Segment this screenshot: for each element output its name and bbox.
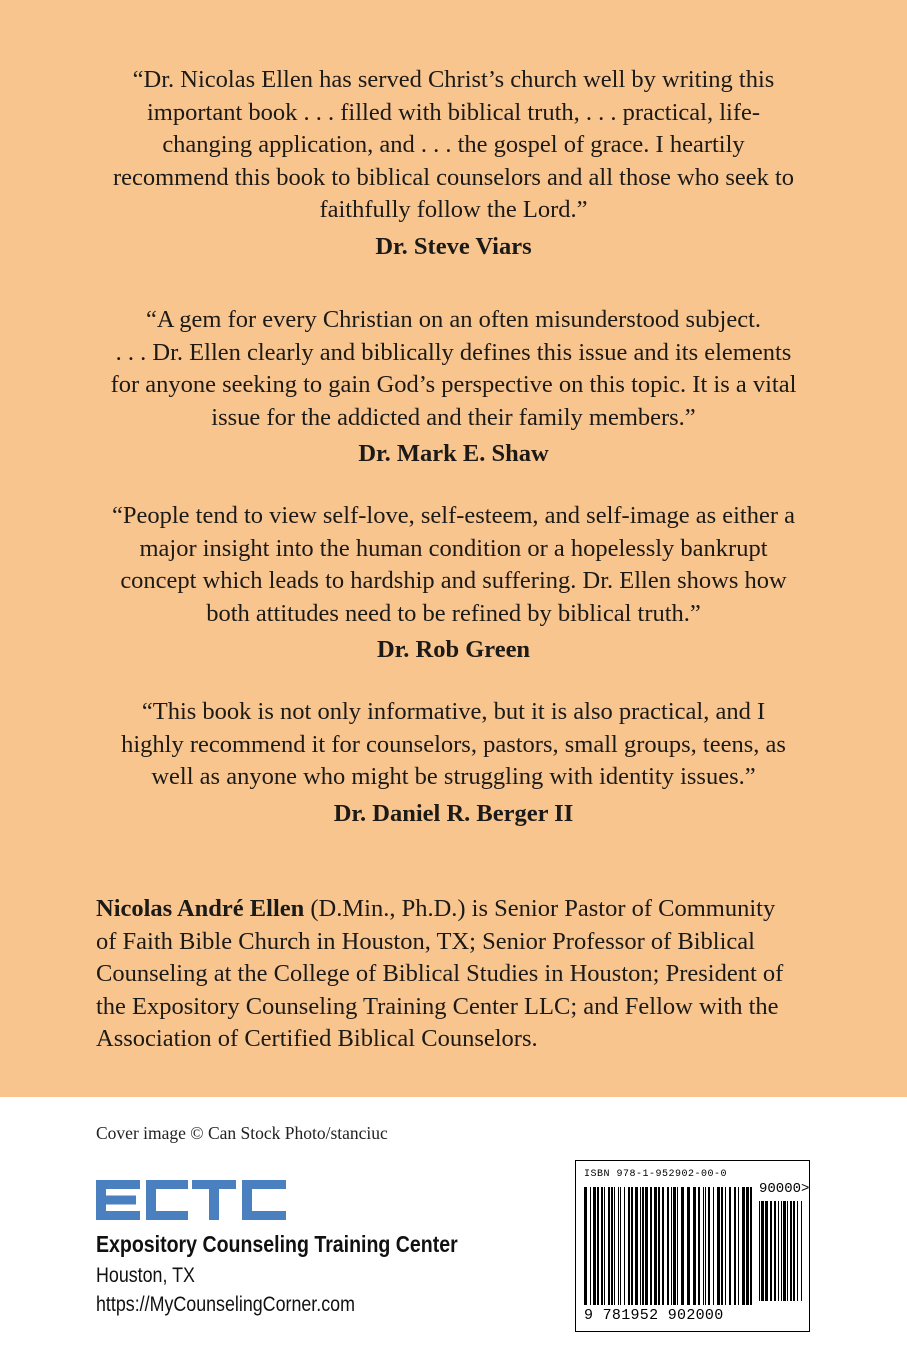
endorsement-line: highly recommend it for counselors, pastors, small groups, teens, as <box>121 730 786 758</box>
barcode-bar <box>801 1201 802 1301</box>
barcode-bar <box>765 1201 768 1301</box>
endorsement-line: . . . Dr. Ellen clearly and biblically defines this issue and its elements <box>115 338 792 366</box>
barcode-bar <box>628 1187 630 1305</box>
endorsement-line: “A gem for every Christian on an often misunderstood subject. <box>145 306 762 333</box>
barcode-bar <box>618 1187 619 1305</box>
barcode-bar <box>750 1187 752 1305</box>
barcode-bar <box>742 1187 745 1305</box>
barcode-bar <box>797 1201 798 1301</box>
barcode-bar <box>717 1187 720 1305</box>
barcode-bar <box>614 1187 615 1305</box>
barcode-bar <box>687 1187 690 1305</box>
bio-line: the Expository Counseling Training Center LLC; and Fellow with the <box>96 992 779 1020</box>
isbn-barcode <box>575 1160 810 1332</box>
bio-line: Counseling at the College of Biblical Studies in Houston; President of <box>96 960 784 987</box>
barcode-bar <box>640 1187 641 1305</box>
barcode-bar <box>593 1187 596 1305</box>
endorsement-line: well as anyone who might be struggling with identity issues.” <box>151 763 756 790</box>
barcode-bar <box>642 1187 644 1305</box>
bio-author-name: Nicolas André Ellen <box>96 895 305 922</box>
endorsement-1 <box>86 64 821 263</box>
barcode-bar <box>713 1187 714 1305</box>
barcode-bar <box>584 1187 587 1305</box>
barcode-bar <box>774 1201 776 1301</box>
endorsement-author: Dr. Mark E. Shaw <box>358 440 549 467</box>
publisher-url[interactable]: https://MyCounselingCorner.com <box>96 1293 355 1316</box>
barcode-bar <box>787 1201 788 1301</box>
endorsement-line: concept which leads to hardship and suffering. Dr. Ellen shows how <box>120 567 787 594</box>
barcode-bar <box>759 1201 760 1301</box>
barcode-bar <box>725 1187 726 1305</box>
barcode-bar <box>708 1187 710 1305</box>
barcode-bar <box>658 1187 660 1305</box>
barcode-bar <box>635 1187 638 1305</box>
ean-digits: 9 781952 902000 <box>584 1307 724 1324</box>
barcode-bar <box>671 1187 672 1305</box>
barcode-bar <box>601 1187 603 1305</box>
bio-line: Association of Certified Biblical Counselors. <box>96 1025 538 1052</box>
ectc-logo <box>96 1180 286 1220</box>
add-on-code: 90000> <box>759 1181 810 1197</box>
endorsement-line: “Dr. Nicolas Ellen has served Christ’s church well by writing this <box>132 66 775 93</box>
barcode-bar <box>721 1187 723 1305</box>
barcode-bar <box>693 1187 696 1305</box>
barcode-bar <box>608 1187 610 1305</box>
barcode-bar <box>654 1187 657 1305</box>
bio-line-rest: (D.Min., Ph.D.) is Senior Pastor of Community <box>304 895 776 922</box>
barcode-bar <box>761 1201 764 1301</box>
barcode-bar <box>611 1187 613 1305</box>
endorsement-line: major insight into the human condition or a hopelessly bankrupt <box>139 534 768 562</box>
barcode-bar <box>677 1187 678 1305</box>
endorsement-line: “People tend to view self-love, self-esteem, and self-image as either a <box>111 502 795 529</box>
barcode-bar <box>703 1187 704 1305</box>
endorsement-2 <box>86 304 821 471</box>
barcode-bar <box>650 1187 652 1305</box>
logo-letters <box>96 1180 286 1220</box>
endorsement-author: Dr. Rob Green <box>376 636 531 663</box>
barcode-bar <box>729 1187 731 1305</box>
barcode-bar <box>681 1187 684 1305</box>
endorsement-line: for anyone seeking to gain God’s perspective on this topic. It is a vital <box>110 371 797 398</box>
bio-line <box>96 893 831 926</box>
barcode-bar <box>620 1187 621 1305</box>
barcode-bar <box>698 1187 700 1305</box>
author-bio <box>96 893 831 1056</box>
barcode-bar <box>778 1201 779 1301</box>
barcode-bar <box>734 1187 736 1305</box>
ean-barcode-bars <box>584 1187 752 1305</box>
endorsement-3 <box>86 500 821 667</box>
endorsement-line: both attitudes need to be refined by biblical truth.” <box>206 599 701 627</box>
endorsement-4 <box>86 696 821 830</box>
barcode-bar <box>738 1187 739 1305</box>
barcode-bar <box>662 1187 664 1305</box>
endorsement-author: Dr. Daniel R. Berger II <box>333 799 574 827</box>
barcode-bar <box>673 1187 676 1305</box>
barcode-bar <box>645 1187 648 1305</box>
endorsement-line: faithfully follow the Lord.” <box>319 196 588 223</box>
endorsement-line: recommend this book to biblical counselors and all those who seek to <box>112 163 795 191</box>
barcode-bar <box>604 1187 605 1305</box>
barcode-bar <box>746 1187 749 1305</box>
endorsement-line: changing application, and . . . the gospel of grace. I heartily <box>162 131 745 158</box>
endorsement-line: issue for the addicted and their family members.” <box>211 403 696 431</box>
isbn-text: ISBN 978-1-952902-00-0 <box>584 1169 728 1180</box>
barcode-bar <box>790 1201 792 1301</box>
barcode-bar <box>597 1187 599 1305</box>
add-on-barcode-bars <box>759 1201 803 1301</box>
publisher-city: Houston, TX <box>96 1264 195 1287</box>
barcode-bar <box>624 1187 625 1305</box>
endorsement-line: “This book is not only informative, but it is also practical, and I <box>141 698 766 725</box>
bio-line: of Faith Bible Church in Houston, TX; Senior Professor of Biblical <box>96 927 755 955</box>
cover-image-credit: Cover image © Can Stock Photo/stanciuc <box>96 1123 388 1143</box>
barcode-bar <box>783 1201 786 1301</box>
endorsement-line: important book . . . filled with biblical truth, . . . practical, life- <box>146 98 761 126</box>
publisher-name: Expository Counseling Training Center <box>96 1231 458 1257</box>
barcode-bar <box>590 1187 591 1305</box>
endorsement-author: Dr. Steve Viars <box>375 232 532 260</box>
barcode-bar <box>631 1187 633 1305</box>
barcode-bar <box>770 1201 772 1301</box>
barcode-bar <box>781 1201 782 1301</box>
barcode-bar <box>667 1187 669 1305</box>
barcode-bar <box>705 1187 706 1305</box>
barcode-bar <box>793 1201 795 1301</box>
